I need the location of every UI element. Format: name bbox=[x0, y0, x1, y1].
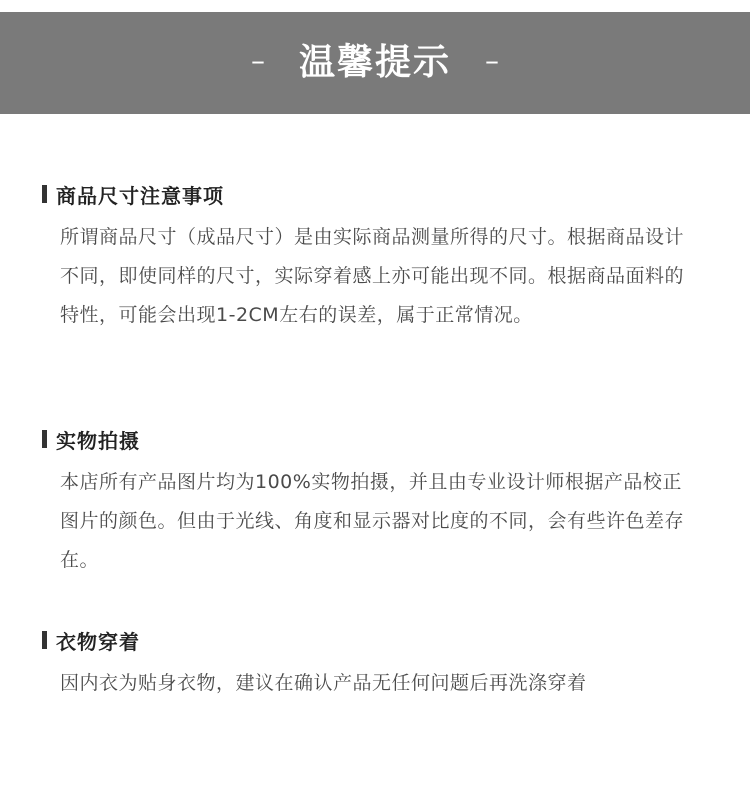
header-banner bbox=[0, 12, 750, 114]
banner-title: 温馨提示 bbox=[298, 42, 451, 83]
section-photo-notice bbox=[42, 423, 702, 580]
section-body: 本店所有产品图片均为100%实物拍摄，并且由专业设计师根据产品校正图片的颜色。但由于光线、角度和显示器对比度的不同，会有些许色差存在。 bbox=[60, 471, 685, 571]
section-header bbox=[42, 178, 702, 210]
section-marker-bar bbox=[42, 185, 47, 203]
section-header bbox=[42, 624, 702, 656]
section-title: 商品尺寸注意事项 bbox=[56, 183, 224, 208]
section-body: 所谓商品尺寸（成品尺寸）是由实际商品测量所得的尺寸。根据商品设计不同，即使同样的尺寸，实际穿着感上亦可能出现不同。根据商品面料的特性，可能会出现1-2CM左右的误差，属于正常情况。 bbox=[60, 226, 685, 326]
banner-title-group bbox=[250, 42, 499, 83]
section-size-notice bbox=[42, 178, 702, 335]
section-header bbox=[42, 423, 702, 455]
section-title: 实物拍摄 bbox=[56, 428, 140, 453]
banner-right-dash: – bbox=[485, 44, 499, 77]
section-marker-bar bbox=[42, 631, 47, 649]
section-wearing-notice bbox=[42, 624, 702, 703]
section-title: 衣物穿着 bbox=[56, 629, 140, 654]
banner-left-dash: – bbox=[250, 44, 265, 77]
section-marker-bar bbox=[42, 430, 47, 448]
section-body: 因内衣为贴身衣物，建议在确认产品无任何问题后再洗涤穿着 bbox=[60, 672, 587, 694]
